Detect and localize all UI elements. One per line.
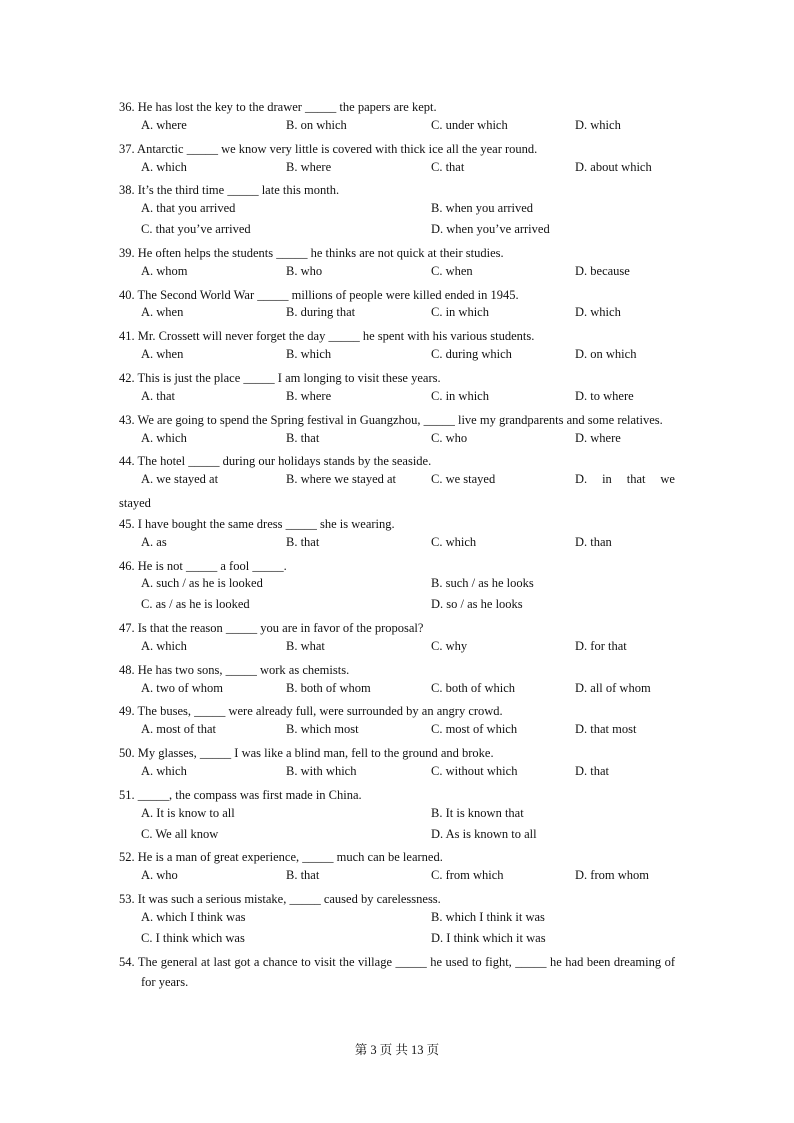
answer-option: C. during which <box>431 347 512 362</box>
answer-option: D. where <box>575 430 621 445</box>
page-footer: 第 3 页 共 13 页 <box>354 1043 440 1057</box>
answer-option: A. when <box>141 347 184 362</box>
question-stem: 52. He is a man of great experience, _____ much can be learned. <box>119 850 443 865</box>
question-item <box>119 514 675 556</box>
answer-option: D. from whom <box>575 868 649 883</box>
options-row <box>119 764 675 785</box>
answer-option: B. such / as he looks <box>431 576 534 591</box>
question-item <box>119 139 675 181</box>
answer-option: C. We all know <box>141 826 219 841</box>
answer-option: C. who <box>431 430 468 445</box>
question-item <box>119 326 675 368</box>
answer-option: D. As is known to all <box>431 826 537 841</box>
answer-option: A. two of whom <box>141 680 223 695</box>
question-item <box>119 243 675 285</box>
answer-option: D. which <box>575 117 621 132</box>
question-stem: 42. This is just the place _____ I am longing to visit these years. <box>119 370 441 385</box>
question-stem: 48. He has two sons, _____ work as chemists. <box>119 662 350 677</box>
answer-option: A. most of that <box>141 722 216 737</box>
answer-option: B. where <box>286 388 332 403</box>
question-stem: 45. I have bought the same dress _____ she is wearing. <box>119 516 395 531</box>
answer-option: D. that <box>575 764 610 778</box>
answer-option: C. in which <box>431 388 489 403</box>
answer-option: A. which <box>141 764 187 778</box>
question-item <box>119 180 675 243</box>
answer-option: B. which I think it was <box>431 909 545 924</box>
question-stem: 44. The hotel _____ during our holidays stands by the seaside. <box>119 454 432 469</box>
answer-option: A. when <box>141 305 184 320</box>
answer-option: D. which <box>575 305 621 320</box>
answer-option: B. who <box>286 263 323 278</box>
question-stem: 49. The buses, _____ were already full, were surrounded by an angry crowd. <box>119 704 503 719</box>
options-row <box>119 806 675 827</box>
question-stem: 51. _____, the compass was first made in China. <box>119 787 362 802</box>
answer-option-overflow: stayed <box>119 496 151 511</box>
options-row <box>119 160 675 181</box>
options-row <box>119 222 675 243</box>
answer-option: C. why <box>431 638 468 653</box>
answer-option: C. from which <box>431 868 504 883</box>
answer-option: A. as <box>141 534 167 549</box>
question-item <box>119 952 675 994</box>
answer-option: A. whom <box>141 263 188 278</box>
question-item <box>119 451 675 514</box>
answer-option: A. which <box>141 159 187 174</box>
answer-option: B. where we stayed at <box>286 472 397 487</box>
options-row <box>119 639 675 660</box>
answer-option: A. where <box>141 117 187 132</box>
answer-option: B. both of whom <box>286 680 371 695</box>
answer-option: D. on which <box>575 347 637 362</box>
answer-option: B. where <box>286 159 332 174</box>
question-item <box>119 618 675 660</box>
answer-option: A. that you arrived <box>141 201 236 216</box>
answer-option: C. that <box>431 159 465 174</box>
question-stem: 41. Mr. Crossett will never forget the day _____ he spent with his various students. <box>119 329 535 344</box>
options-row <box>119 535 675 556</box>
answer-option: B. when you arrived <box>431 201 534 216</box>
answer-option: D. to where <box>575 388 634 403</box>
options-row <box>119 827 675 848</box>
answer-option <box>575 472 675 487</box>
answer-option: D. because <box>575 263 630 278</box>
question-stem: 38. It’s the third time _____ late this month. <box>119 183 340 198</box>
options-row <box>119 910 675 931</box>
question-item <box>119 847 675 889</box>
options-row <box>119 389 675 410</box>
question-list <box>119 97 675 993</box>
answer-option: C. without which <box>431 764 518 778</box>
options-row <box>119 264 675 285</box>
answer-option: C. I think which was <box>141 930 245 945</box>
answer-option: C. when <box>431 263 473 278</box>
answer-option: B. that <box>286 534 320 549</box>
question-item <box>119 556 675 619</box>
answer-option: B. what <box>286 638 325 653</box>
options-row <box>119 931 675 952</box>
answer-option: A. who <box>141 868 178 883</box>
options-row <box>119 722 675 743</box>
answer-option: D. for that <box>575 638 627 653</box>
question-item <box>119 97 675 139</box>
question-stem: 37. Antarctic _____ we know very little is covered with thick ice all the year round. <box>119 141 538 156</box>
question-item <box>119 889 675 952</box>
options-row <box>119 305 675 326</box>
answer-option: D. that most <box>575 722 637 737</box>
question-stem: 43. We are going to spend the Spring festival in Guangzhou, _____ live my grandparents and some relatives. <box>119 412 663 427</box>
answer-option: A. which <box>141 430 187 445</box>
answer-option: A. which <box>141 638 187 653</box>
answer-option-word: D. <box>575 472 588 487</box>
options-row <box>119 597 675 618</box>
answer-option: D. than <box>575 534 612 549</box>
answer-option: C. in which <box>431 305 489 320</box>
answer-option: B. on which <box>286 117 347 132</box>
question-stem: 54. The general at last got a chance to visit the village _____ he used to fight, _____ he had been dreaming of for years. <box>119 954 675 990</box>
options-row <box>119 431 675 452</box>
question-stem: 50. My glasses, _____ I was like a blind man, fell to the ground and broke. <box>119 746 494 761</box>
answer-option: A. It is know to all <box>141 805 235 820</box>
answer-option: D. when you’ve arrived <box>431 222 550 237</box>
options-row <box>119 347 675 368</box>
answer-option: B. that <box>286 430 320 445</box>
question-stem: 47. Is that the reason _____ you are in favor of the proposal? <box>119 621 424 636</box>
question-stem: 40. The Second World War _____ millions of people were killed ended in 1945. <box>119 287 519 302</box>
answer-option: B. which <box>286 347 332 362</box>
answer-option: D. I think which it was <box>431 930 546 945</box>
answer-option-word: in <box>602 472 612 487</box>
answer-option-word: we <box>660 472 675 487</box>
question-item <box>119 285 675 327</box>
answer-option: C. most of which <box>431 722 518 737</box>
answer-option: C. which <box>431 534 477 549</box>
question-stem: 39. He often helps the students _____ he thinks are not quick at their studies. <box>119 245 504 260</box>
options-row <box>119 472 675 493</box>
question-item <box>119 410 675 452</box>
options-row <box>119 201 675 222</box>
options-row <box>119 868 675 889</box>
answer-option: C. we stayed <box>431 472 496 487</box>
answer-option: D. about which <box>575 159 652 174</box>
question-stem: 36. He has lost the key to the drawer _____ the papers are kept. <box>119 100 437 114</box>
question-item <box>119 368 675 410</box>
answer-option: B. that <box>286 868 320 883</box>
options-row <box>119 576 675 597</box>
options-row <box>119 118 675 139</box>
answer-option: B. It is known that <box>431 805 524 820</box>
answer-option: A. such / as he is looked <box>141 576 263 591</box>
answer-option: D. all of whom <box>575 680 651 695</box>
answer-option: A. we stayed at <box>141 472 219 487</box>
question-item <box>119 660 675 702</box>
question-item <box>119 743 675 785</box>
answer-option: B. during that <box>286 305 356 320</box>
answer-option: A. which I think was <box>141 909 246 924</box>
answer-option: C. as / as he is looked <box>141 597 250 612</box>
answer-option: C. both of which <box>431 680 516 695</box>
answer-option-word: that <box>626 472 646 487</box>
question-item <box>119 785 675 848</box>
options-row <box>119 681 675 702</box>
answer-option: C. under which <box>431 117 508 132</box>
answer-option: B. with which <box>286 764 357 778</box>
answer-option: B. which most <box>286 722 359 737</box>
question-item <box>119 701 675 743</box>
answer-option: C. that you’ve arrived <box>141 222 251 237</box>
answer-option: A. that <box>141 388 176 403</box>
question-stem: 46. He is not _____ a fool _____. <box>119 558 287 573</box>
answer-option: D. so / as he looks <box>431 597 523 612</box>
question-stem: 53. It was such a serious mistake, _____ caused by carelessness. <box>119 892 441 907</box>
